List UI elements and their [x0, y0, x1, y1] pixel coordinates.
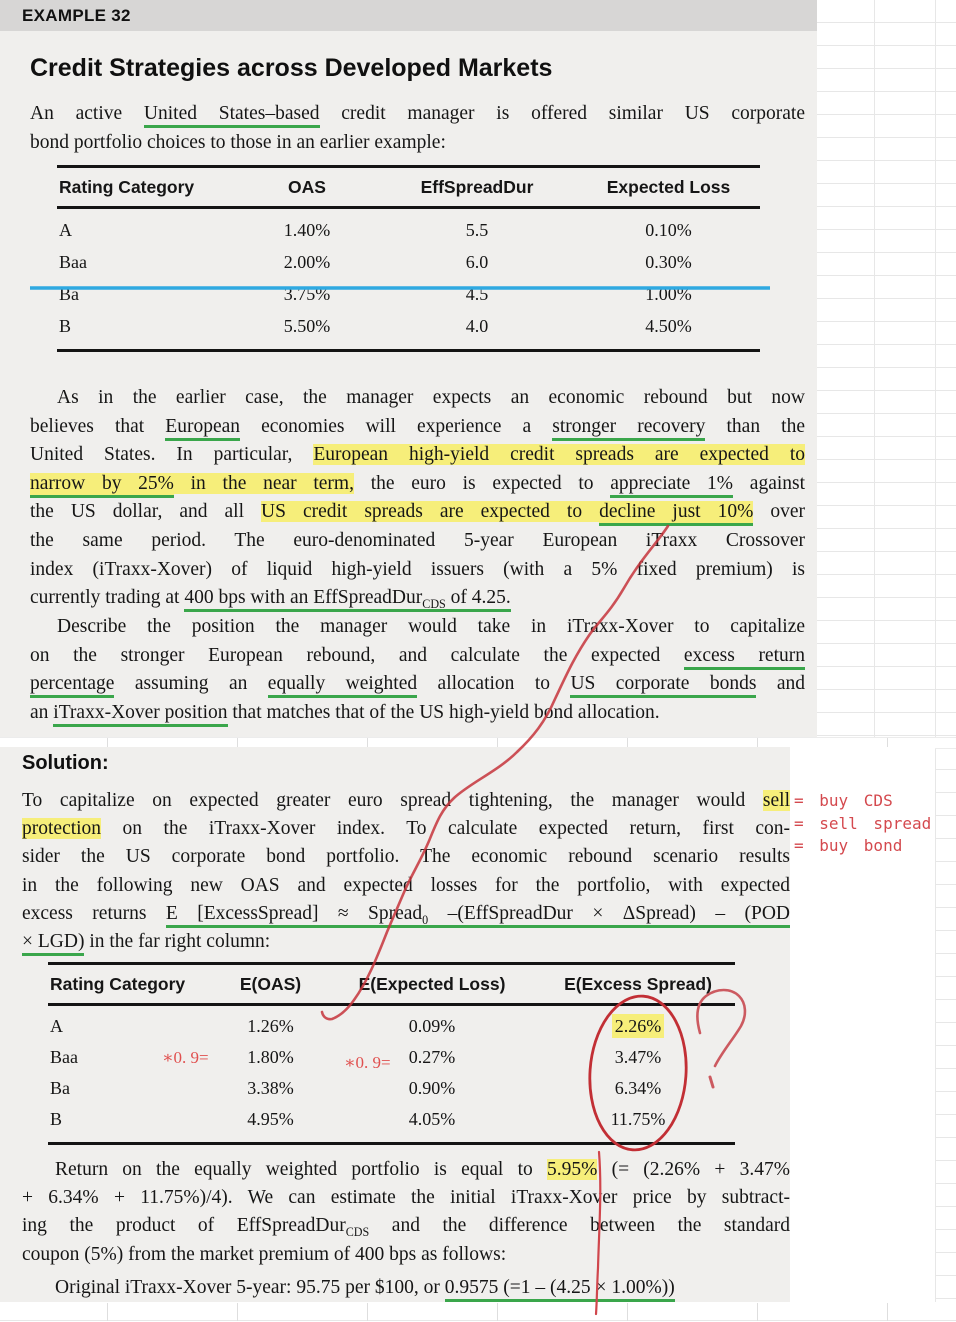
table-cell-value: 4.95% [247, 1109, 294, 1129]
text-segment: decline just 10% [599, 501, 753, 526]
page-title: Credit Strategies across Developed Markets [30, 54, 553, 82]
table-cell-value: A [59, 219, 72, 240]
table-cell-value: 4.50% [645, 315, 692, 336]
text-segment: narrow by 25% [30, 473, 174, 498]
text-segment: than the [705, 415, 805, 437]
example-header-bar [0, 0, 817, 31]
intro-paragraph [30, 99, 805, 157]
grid-tick [627, 738, 628, 747]
text-segment: and the difference between the standard [369, 1215, 790, 1237]
text-segment: Original iTraxx-Xover 5-year: 95.75 per $100, or [55, 1277, 445, 1298]
table-header-row [57, 168, 760, 209]
text-segment: 0.9575 (=1 – (4.25 × 1.00%)) [445, 1277, 675, 1302]
grid-tick [107, 1303, 108, 1321]
text-line [22, 1184, 790, 1212]
text-segment: –(EffSpreadDur × ΔSpread) – (POD [428, 903, 790, 928]
table-cell-value: A [50, 1016, 63, 1036]
table-cell-value: 2.00% [283, 251, 331, 272]
grid-tick [887, 1303, 888, 1321]
ratings-table [57, 165, 760, 352]
grid-tick [887, 738, 888, 747]
table-cell-value: B [50, 1109, 63, 1129]
text-line [22, 1274, 790, 1301]
text-segment: and [756, 673, 806, 695]
text-segment: Describe the position the manager would take in iTraxx-Xover to capitalize [57, 616, 805, 637]
grid-vline [874, 0, 875, 737]
text-segment: that matches that of the US high-yield bond allocation. [227, 701, 660, 723]
task-paragraph [30, 613, 805, 727]
text-segment: allocation to [417, 673, 571, 695]
table-cell [237, 316, 377, 337]
table-cell-value: 5.5 [465, 219, 489, 240]
table-cell-value: 0.90% [408, 1078, 456, 1098]
table-cell-value: 4.0 [465, 315, 489, 336]
text-segment: × LGD) [22, 931, 84, 956]
table-cell [577, 316, 760, 337]
table-cell [377, 252, 577, 273]
text-line [30, 384, 805, 413]
table-cell-value: 11.75% [610, 1109, 666, 1129]
text-segment: stronger recovery [552, 416, 705, 441]
text-segment: sider the US corporate bond portfolio. The economic rebound scenario results [22, 846, 790, 868]
text-segment: 5.95% [546, 1159, 598, 1180]
text-segment: currently trading at [30, 587, 185, 609]
text-segment: the euro is expected to [353, 472, 611, 494]
text-segment: Return on the equally weighted portfolio is equal to [55, 1159, 547, 1180]
table-cell [323, 1078, 541, 1099]
text-line [22, 815, 790, 843]
text-segment: in the far right column: [84, 931, 271, 953]
text-line [22, 1212, 790, 1240]
text-segment: index (iTraxx-Xover) of liquid high-yield issuers (with a 5% fixed premium) is [30, 558, 805, 580]
text-segment: United States. In particular, [30, 444, 314, 466]
table-cell-value: 0.09% [408, 1016, 456, 1036]
table-cell [218, 1016, 323, 1037]
text-segment: US credit spreads are expected to [261, 501, 600, 523]
table-cell-value: B [59, 315, 72, 336]
table-cell [541, 1109, 735, 1130]
table-cell [377, 284, 577, 305]
table-cell-value: 6.34% [614, 1078, 662, 1098]
table-row [57, 310, 760, 342]
table-header-cell: OAS [288, 177, 326, 197]
text-line [30, 556, 805, 585]
table-cell-value: Ba [50, 1078, 70, 1098]
text-segment: in the near term, [173, 472, 354, 494]
table-cell-value: 2.26% [612, 1014, 665, 1038]
text-segment: bond portfolio choices to those in an earlier example: [30, 132, 446, 153]
table-cell-value: 3.38% [247, 1078, 294, 1098]
solution-paragraph [22, 787, 790, 956]
table-cell [377, 220, 577, 241]
text-line [30, 584, 805, 613]
red-side-note: = sell spread [794, 813, 932, 833]
table-cell [237, 252, 377, 273]
factor-note: ∗0. 9= [344, 1053, 391, 1072]
text-line [30, 470, 805, 499]
table-cell [323, 1109, 541, 1130]
table-row [48, 1073, 735, 1104]
text-segment: coupon (5%) from the market premium of 400 bps as follows: [22, 1243, 507, 1265]
table-row [57, 278, 760, 310]
text-line [22, 787, 790, 815]
table-cell [218, 1047, 323, 1068]
text-line [30, 527, 805, 556]
text-line [30, 670, 805, 699]
final-calculation-line [22, 1274, 790, 1301]
table-cell-value: Baa [50, 1047, 78, 1067]
text-segment: excess returns [22, 902, 166, 924]
grid-tick [757, 1303, 758, 1321]
table-cell-value: Baa [59, 251, 87, 272]
table-cell-value: 3.47% [614, 1047, 662, 1067]
table-cell [218, 1109, 323, 1130]
text-segment: on the iTraxx-Xover index. To calculate expected return, first con- [101, 818, 790, 840]
text-line [30, 642, 805, 671]
grid-tick [237, 1303, 238, 1321]
text-segment: + 6.34% + 11.75%)/4). We can estimate the initial iTraxx-Xover price by subtract- [22, 1187, 790, 1209]
example-label: EXAMPLE 32 [22, 6, 131, 25]
text-segment: (= (2.26% + 3.47% [597, 1159, 790, 1180]
table-cell [541, 1016, 735, 1037]
text-segment: protection [22, 818, 102, 840]
grid-tick [107, 738, 108, 747]
text-line [22, 843, 790, 871]
text-line [22, 1156, 790, 1184]
text-segment: European [165, 416, 240, 441]
table-cell [577, 252, 760, 273]
grid-tick [237, 738, 238, 747]
table-cell-value: 4.5 [465, 283, 489, 304]
table-cell [57, 316, 237, 337]
grid-tick [367, 738, 368, 747]
text-line [22, 1241, 790, 1269]
text-segment: against [733, 472, 806, 494]
text-segment: iTraxx-Xover position [53, 702, 227, 727]
text-segment: As in the earlier case, the manager expects an economic rebound but now [57, 387, 805, 408]
text-segment: the same period. The euro-denominated 5-year European iTraxx Crossover [30, 529, 805, 551]
text-segment: of 4.25. [446, 587, 511, 612]
text-line [30, 498, 805, 527]
table-cell [577, 220, 760, 241]
text-line [30, 699, 805, 728]
text-segment: believes that [30, 415, 166, 437]
table-cell-value: 5.50% [283, 315, 331, 336]
text-line [30, 613, 805, 642]
table-header-cell: E(Excess Spread) [564, 974, 712, 994]
table-cell [377, 316, 577, 337]
red-side-notes [794, 790, 931, 858]
text-segment: sell [762, 790, 790, 811]
text-segment: European high-yield credit spreads are expected to [313, 444, 805, 466]
table-row [48, 1042, 735, 1073]
table-cell [577, 284, 760, 305]
text-segment: an [30, 701, 54, 723]
solution-heading: Solution: [22, 752, 109, 774]
grid-tick [367, 1303, 368, 1321]
table-cell [48, 1016, 218, 1037]
table-header-cell: E(Expected Loss) [358, 974, 506, 994]
spreadsheet-grid-bottom-right [935, 747, 956, 1302]
grid-hline [0, 1320, 956, 1321]
table-cell-value: 6.0 [465, 251, 489, 272]
text-segment: An active [30, 103, 144, 124]
table-row [48, 1104, 735, 1135]
text-segment: over [753, 501, 805, 523]
table-cell [323, 1016, 541, 1037]
grid-tick [497, 738, 498, 747]
expected-values-table [48, 962, 735, 1145]
table-cell [48, 1109, 218, 1130]
table-header-cell: E(OAS) [239, 974, 302, 994]
table-cell-value: 1.00% [645, 283, 692, 304]
table-header-cell: EffSpreadDur [420, 177, 534, 197]
text-line [22, 872, 790, 900]
scenario-paragraph [30, 384, 805, 613]
text-segment: equally weighted [268, 673, 417, 698]
table-cell-value: 0.10% [645, 219, 692, 240]
table-cell-value: 1.26% [247, 1016, 294, 1036]
text-segment: excess return [684, 645, 805, 670]
text-segment: the US dollar, and all [30, 501, 262, 523]
table-cell [48, 1078, 218, 1099]
text-segment: assuming an [114, 673, 268, 695]
text-segment: US corporate bonds [570, 673, 756, 698]
table-cell-value: 0.30% [645, 251, 692, 272]
table-row [57, 246, 760, 278]
table-cell [237, 220, 377, 241]
table-header-cell: Expected Loss [606, 177, 731, 197]
table-cell [541, 1078, 735, 1099]
text-segment: United States–based [144, 103, 320, 128]
spreadsheet-bottom-row [0, 1302, 956, 1322]
red-side-note: = buy bond [794, 836, 903, 855]
text-segment: credit manager is offered similar US corporate [319, 103, 806, 124]
text-line [30, 441, 805, 470]
grid-tick [627, 1303, 628, 1321]
table-cell-value: 1.80% [247, 1047, 294, 1067]
table-cell-value: 3.75% [283, 283, 331, 304]
table-cell-value: 4.05% [408, 1109, 456, 1129]
closing-paragraph [22, 1156, 790, 1269]
text-segment: E [ExcessSpread] ≈ Spread$_0$ [165, 902, 429, 927]
table-cell [57, 252, 237, 273]
table-cell [57, 220, 237, 241]
grid-vline [935, 0, 936, 1302]
grid-tick [757, 738, 758, 747]
table-cell [57, 284, 237, 305]
text-line [22, 928, 790, 956]
grid-tick [497, 1303, 498, 1321]
red-side-note: = buy CDS [794, 791, 893, 810]
text-line [30, 99, 805, 128]
text-segment: appreciate 1% [610, 473, 733, 498]
table-cell-value: 1.40% [283, 219, 331, 240]
text-segment: 400 bps with an EffSpreadDur$_{CDS}$ [184, 587, 446, 612]
text-segment: in the following new OAS and expected losses for the portfolio, with expected [22, 874, 790, 896]
table-cell [218, 1078, 323, 1099]
table-cell-value: 0.27% [408, 1047, 456, 1067]
table-cell-value: Ba [59, 283, 79, 304]
text-line [30, 413, 805, 442]
text-segment: economies will experience a [240, 415, 553, 437]
text-segment: ing the product of EffSpreadDur$_{CDS}$ [22, 1215, 370, 1240]
text-segment: percentage [30, 673, 114, 698]
table-header-row [48, 965, 735, 1006]
text-segment: on the stronger European rebound, and calculate the expected [30, 644, 684, 666]
table-header-cell: Rating Category [50, 974, 186, 994]
table-header-cell: Rating Category [59, 177, 195, 197]
text-line [30, 128, 805, 157]
table-row [57, 214, 760, 246]
factor-note: ∗0. 9= [162, 1048, 209, 1067]
table-row [48, 1011, 735, 1042]
text-line [22, 900, 790, 928]
text-segment: To capitalize on expected greater euro spread tightening, the manager would [22, 790, 763, 811]
table-cell [237, 284, 377, 305]
table-cell [541, 1047, 735, 1068]
